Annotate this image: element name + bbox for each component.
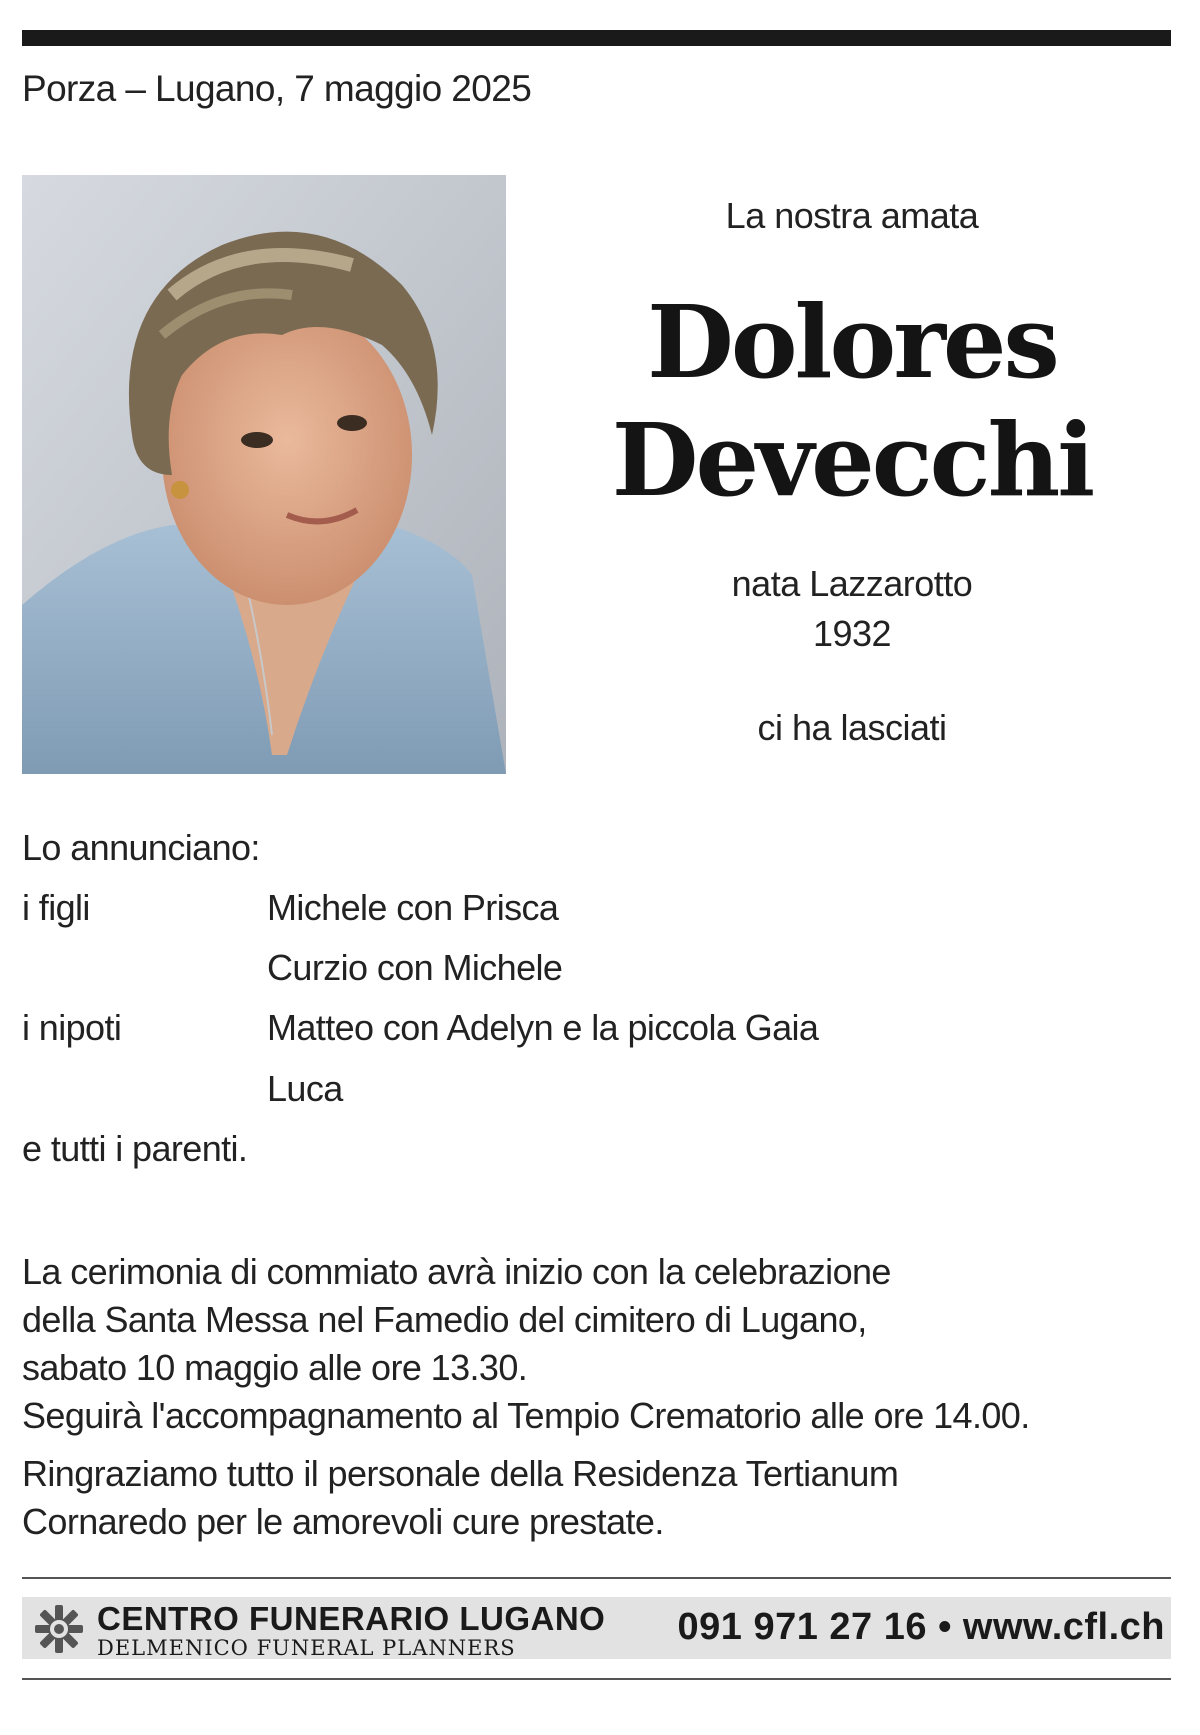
intro-text: La nostra amata (725, 195, 979, 236)
mourner-name: Matteo con Adelyn e la piccola Gaia (267, 1007, 819, 1048)
thanks-paragraph (22, 1450, 898, 1546)
company-tagline: DELMENICO FUNERAL PLANNERS (97, 1636, 516, 1660)
mourners-heading: Lo annunciano: (22, 827, 260, 868)
mourner-name: Luca (267, 1068, 343, 1109)
contact-info: 091 971 27 16 • www.cfl.ch (677, 1606, 1165, 1648)
thanks-line: Ringraziamo tutto il personale della Residenza Tertianum (22, 1453, 899, 1494)
top-rule (22, 30, 1171, 46)
cfl-logo-icon (33, 1603, 85, 1655)
mourner-name: Curzio con Michele (267, 947, 563, 988)
ceremony-paragraph (22, 1248, 1030, 1440)
mourner-name: Michele con Prisca (267, 887, 559, 928)
ceremony-line: La cerimonia di commiato avrà inizio con la celebrazione (22, 1251, 891, 1292)
relation-children: i figli (22, 887, 90, 928)
passing-statement: ci ha lasciati (757, 707, 947, 748)
ceremony-line: della Santa Messa nel Famedio del cimitero di Lugano, (22, 1299, 867, 1340)
birth-year: 1932 (812, 613, 892, 654)
ceremony-line: sabato 10 maggio alle ore 13.30. (22, 1347, 528, 1388)
company-name: CENTRO FUNERARIO LUGANO (97, 1600, 606, 1637)
footer-top-rule (22, 1577, 1171, 1579)
place-date: Porza – Lugano, 7 maggio 2025 (22, 68, 532, 109)
deceased-first-name: Dolores (647, 283, 1057, 401)
mourners-closing: e tutti i parenti. (22, 1128, 248, 1169)
deceased-last-name: Devecchi (611, 401, 1093, 519)
relation-grandchildren: i nipoti (22, 1007, 122, 1048)
footer-bottom-rule (22, 1678, 1171, 1680)
portrait-photo (22, 175, 506, 774)
maiden-name: nata Lazzarotto (731, 563, 973, 604)
ceremony-line: Seguirà l'accompagnamento al Tempio Crematorio alle ore 14.00. (22, 1395, 1030, 1436)
thanks-line: Cornaredo per le amorevoli cure prestate. (22, 1501, 664, 1542)
